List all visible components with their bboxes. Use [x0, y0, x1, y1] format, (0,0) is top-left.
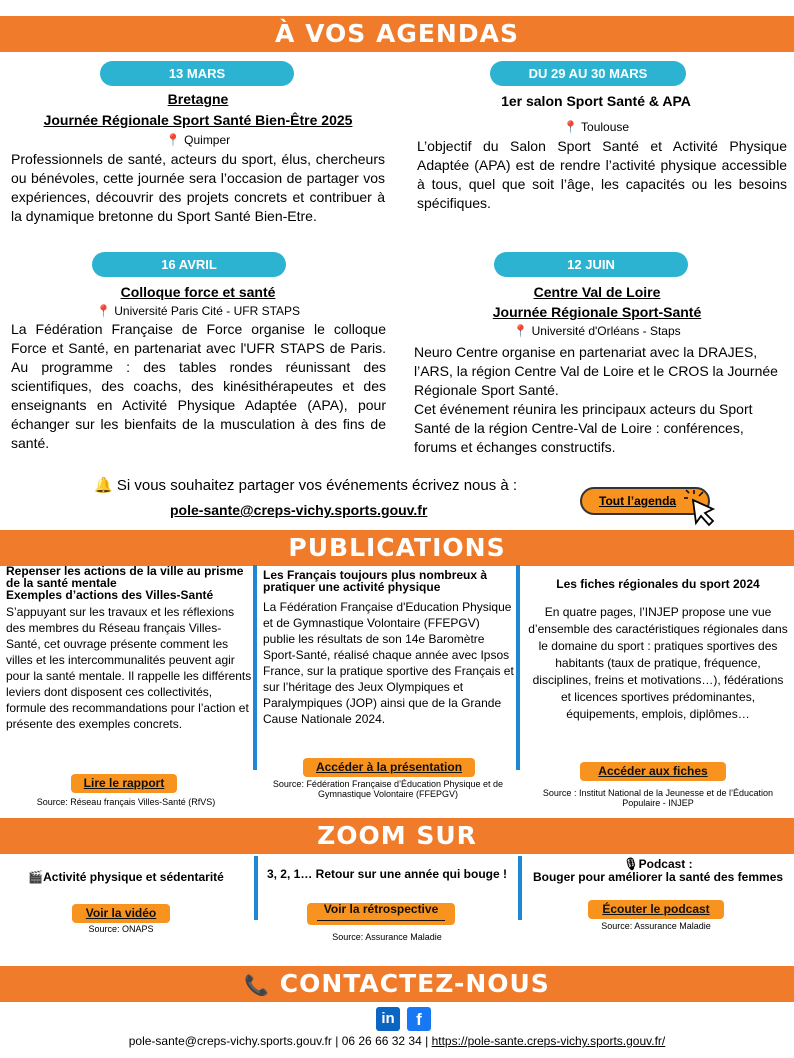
share-email-link[interactable]: pole-sante@creps-vichy.sports.gouv.fr: [170, 502, 428, 518]
contact-banner: [0, 966, 794, 1002]
contact-title: CONTACTEZ-NOUS: [279, 969, 550, 998]
share-line: 🔔 Si vous souhaitez partager vos événements écrivez nous à :: [94, 477, 518, 494]
event-4-location: 📍 Université d'Orléans - Staps: [513, 324, 681, 338]
view-retrospective-button[interactable]: Voir la rétrospective: [307, 903, 455, 925]
event-2-description: L’objectif du Salon Sport Santé et Activité Physique Adaptée (APA) est de rendre l’activité physique accessible à tous, quel que soit l’âge, les capacités ou les besoins spécifiques.: [417, 138, 787, 211]
zoom-3-source: Source: Assurance Maladie: [601, 921, 711, 931]
zoom-1-title: 🎬Activité physique et sédentarité: [28, 870, 224, 884]
event-3-date: 16 AVRIL: [161, 257, 217, 272]
event-3-location: 📍 Université Paris Cité - UFR STAPS: [95, 304, 301, 318]
facebook-icon[interactable]: f: [407, 1007, 431, 1031]
pub-divider-1: [253, 565, 257, 770]
contact-line: pole-sante@creps-vichy.sports.gouv.fr | 06 26 66 32 34 | https://pole-sante.creps-vichy.sports.gouv.fr/: [128, 1034, 666, 1048]
pub-2-source: Source: Fédération Française d’Éducation Physique et de Gymnastique Volontaire (FFEPGV): [272, 779, 504, 799]
listen-podcast-button[interactable]: Écouter le podcast: [588, 900, 724, 919]
agendas-title: À VOS AGENDAS: [275, 19, 519, 48]
map-pin-icon: 📍: [95, 304, 111, 318]
event-1-region: Bretagne: [167, 91, 229, 107]
bell-icon: 🔔: [94, 477, 113, 494]
zoom-1-source: Source: ONAPS: [88, 924, 154, 934]
zoom-divider-2: [518, 856, 522, 920]
contact-phone: 06 26 66 32 34: [341, 1034, 422, 1048]
event-4-name: Journée Régionale Sport-Santé: [492, 304, 702, 320]
zoom-divider-1: [254, 856, 258, 920]
agendas-banner: [0, 16, 794, 52]
event-3-description: La Fédération Française de Force organise le colloque Force et Santé, en partenariat avec l'UFR STAPS de Paris. Au programme : des tables rondes réunissant des scientifiques, des coachs, des kinésithérapeutes et des enseignants en Activité Physique Adaptée (APA), pour échanger sur les bienfaits de la musculation à des fins de santé.: [11, 321, 386, 451]
zoom-title: ZOOM SUR: [317, 821, 477, 850]
pub-divider-2: [516, 565, 520, 770]
zoom-3-title: 🎙Podcast : Bouger pour améliorer la santé des femmes: [532, 857, 784, 884]
pub-1-title: Repenser les actions de la ville au prisme de la santé mentale Exemples d’actions des Villes-Santé: [6, 564, 244, 602]
publications-title: PUBLICATIONS: [288, 533, 506, 562]
contact-website[interactable]: https://pole-sante.creps-vichy.sports.gouv.fr/: [431, 1034, 666, 1048]
event-3-date-pill: [92, 252, 286, 277]
read-report-button[interactable]: Lire le rapport: [71, 774, 177, 793]
event-2-date: DU 29 AU 30 MARS: [528, 66, 648, 81]
publications-banner: [0, 530, 794, 566]
linkedin-icon[interactable]: in: [376, 1007, 400, 1031]
microphone-icon: 🎙: [623, 857, 639, 871]
event-2-location: 📍 Toulouse: [562, 120, 630, 134]
event-3-name: Colloque force et santé: [120, 284, 276, 300]
pub-3-body: En quatre pages, l’INJEP propose une vue d’ensemble des caractéristiques régionales dans le domaine du sport : pratiques sportives des habitants (taux de pratique, fréquence, disciplines, freins et motivations…), fédérations et licences sportives prédominantes, équipements, emplois, diplômes…: [528, 605, 788, 721]
event-1-date-pill: [100, 61, 294, 86]
event-4-date-pill: [494, 252, 688, 277]
access-presentation-button[interactable]: Accéder à la présentation: [303, 758, 475, 777]
event-1-description: Professionnels de santé, acteurs du sport, élus, chercheurs ou bénévoles, cette journée sera l’occasion de partager vos expériences, découvrir des projets concrets et contribuer à la dynamique bretonne du Sport Santé Bien-Etre.: [11, 151, 385, 224]
pub-2-body: La Fédération Française d'Education Physique et de Gymnastique Volontaire (FFEPGV) publie les résultats de son 14e Baromètre Sport-Santé, réalisé chaque année avec Ipsos France, sur la pratique sportive des Français et sur l’héritage des Jeux Olympiques et Paralympiques (JOP) ainsi que de la Grande Cause Nationale 2024.: [263, 600, 514, 726]
event-1-location: 📍 Quimper: [165, 133, 231, 147]
pub-3-title: Les fiches régionales du sport 2024: [556, 577, 760, 591]
cursor-click-icon: [684, 488, 720, 528]
zoom-2-title: 3, 2, 1… Retour sur une année qui bouge !: [266, 867, 508, 881]
pub-1-body: S’appuyant sur les travaux et les réflexions des membres du Réseau français Villes-Santé, cet ouvrage présente comment les villes et les intercommunalités peuvent agir pour la santé mentale. Il rappelle les différents leviers dont disposent ces collectivités, formule des recommandations pour l’action et présente des exemples concrets.: [6, 605, 252, 731]
map-pin-icon: 📍: [513, 324, 529, 338]
phone-icon: 📞: [244, 973, 271, 997]
event-4-date: 12 JUIN: [567, 257, 615, 272]
event-4-region: Centre Val de Loire: [533, 284, 661, 300]
zoom-banner: [0, 818, 794, 854]
button-underline: [317, 920, 445, 921]
watch-video-button[interactable]: Voir la vidéo: [72, 904, 170, 923]
all-agenda-button[interactable]: Tout l’agenda: [580, 487, 710, 515]
clapper-icon: 🎬: [28, 870, 44, 884]
contact-email[interactable]: pole-sante@creps-vichy.sports.gouv.fr: [128, 1034, 332, 1048]
event-1-name: Journée Régionale Sport Santé Bien-Être 2025: [43, 112, 353, 128]
event-2-name: 1er salon Sport Santé & APA: [501, 93, 691, 109]
map-pin-icon: 📍: [562, 120, 578, 134]
pub-2-title: Les Français toujours plus nombreux à pratiquer une activité physique: [263, 568, 488, 594]
event-2-date-pill: [490, 61, 686, 86]
pub-3-source: Source : Institut National de la Jeunesse et de l’Éducation Populaire - INJEP: [542, 788, 774, 808]
access-sheets-button[interactable]: Accéder aux fiches: [580, 762, 726, 781]
event-1-date: 13 MARS: [168, 66, 226, 81]
zoom-2-source: Source: Assurance Maladie: [332, 932, 442, 942]
event-4-description: Neuro Centre organise en partenariat avec la DRAJES, l’ARS, la région Centre Val de Loire et le CROS la Journée Régionale Sport Santé. Cet événement réunira les principaux acteurs du Sport Santé de la région Centre-Val de Loire : conférences, forums et échanges constructifs.: [414, 344, 778, 455]
pub-1-source: Source: Réseau français Villes-Santé (RfVS): [36, 797, 216, 807]
map-pin-icon: 📍: [165, 133, 181, 147]
